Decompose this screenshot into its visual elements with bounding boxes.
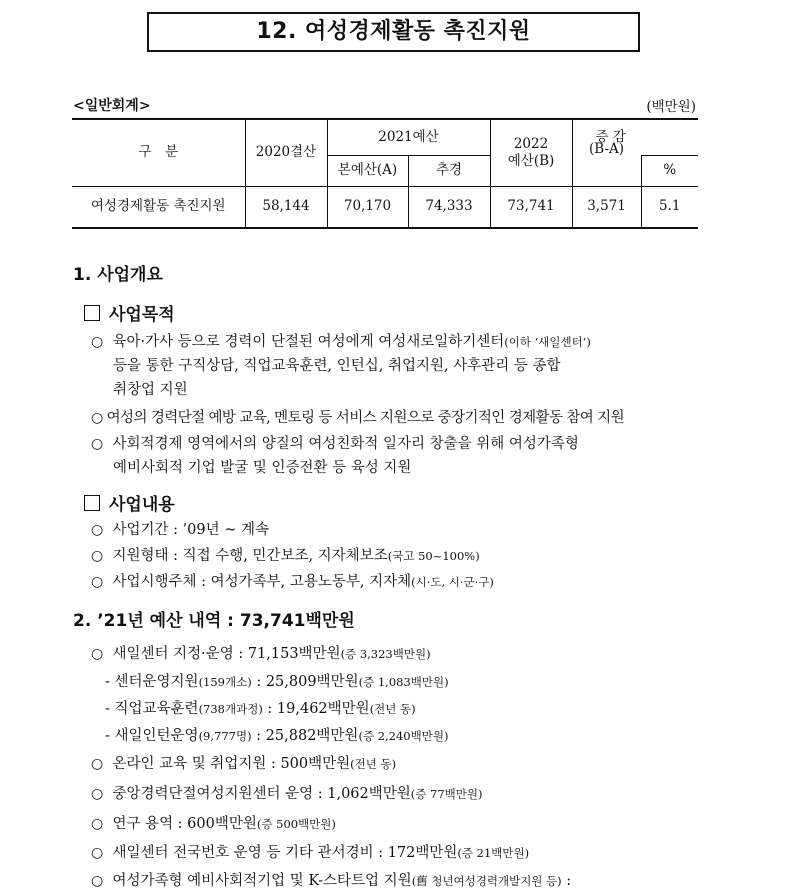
purpose-item-2: ○ 여성의 경력단절 예방 교육, 멘토링 등 서비스 지원으로 중장기적인 경제활동 참여 지원 (91, 410, 624, 426)
cell-2022: 73,741 (490, 186, 572, 228)
circle-bullet-icon: ○ (91, 873, 104, 889)
cell-diff: 3,571 (572, 186, 641, 228)
checkbox-square-icon (84, 495, 100, 511)
budget-table (72, 118, 698, 229)
circle-bullet-icon: ○ (91, 756, 104, 772)
circle-bullet-icon: ○ (91, 522, 104, 538)
cell-2020: 58,144 (245, 186, 327, 228)
header-2022 (490, 119, 572, 186)
content-item-agency: ○ 사업시행주체 : 여성가족부, 고용노동부, 지자체(시·도, 시·군·구) (91, 574, 494, 590)
row-name: 여성경제활동 촉진지원 (72, 186, 245, 228)
header-2022-label: 예산(B) (507, 152, 555, 169)
circle-bullet-icon: ○ (91, 410, 103, 426)
header-diff-formula: (B-A) (572, 155, 641, 186)
circle-bullet-icon: ○ (91, 786, 104, 802)
section2-heading: 2. ’21년 예산 내역 : 73,741백만원 (73, 611, 355, 631)
cell-pct: 5.1 (641, 186, 698, 228)
page-title: 12. 여성경제활동 촉진지원 (147, 12, 640, 52)
section1-heading: 1. 사업개요 (73, 265, 163, 285)
budget-item-hotline: ○ 새일센터 전국번호 운영 등 기타 관서경비 : 172백만원(증 21백만원) (91, 845, 530, 861)
budget-item-social-enterprise: ○ 여성가족형 예비사회적기업 및 K-스타트업 지원(舊 청년여성경력개발지원 등) : (91, 873, 572, 889)
account-label: <일반회계> (73, 98, 151, 114)
budget-subitem-intern: - 새일인턴운영(9,777명) : 25,882백만원(증 2,240백만원) (105, 728, 449, 744)
header-2022-year: 2022 (513, 135, 549, 152)
budget-item-central: ○ 중앙경력단절여성지원센터 운영 : 1,062백만원(증 77백만원) (91, 786, 483, 802)
circle-bullet-icon: ○ (91, 646, 104, 662)
header-2021: 2021예산 (327, 119, 490, 155)
content-heading: 사업내용 (84, 490, 175, 515)
header-main-budget: 본예산(A) (327, 155, 408, 186)
circle-bullet-icon: ○ (91, 574, 104, 590)
circle-bullet-icon: ○ (91, 436, 104, 452)
header-gubun: 구 분 (72, 119, 245, 186)
header-supplementary: 추경 (408, 155, 490, 186)
budget-item-online: ○ 온라인 교육 및 취업지원 : 500백만원(전년 동) (91, 756, 397, 772)
budget-item-research: ○ 연구 용역 : 600백만원(증 500백만원) (91, 816, 336, 832)
circle-bullet-icon: ○ (91, 334, 104, 350)
cell-main-budget: 70,170 (327, 186, 408, 228)
purpose-heading: 사업목적 (84, 300, 175, 325)
purpose-item-1: ○ 육아·가사 등으로 경력이 단절된 여성에게 여성새로일하기센터(이하 ‘새일센터’) 등을 통한 구직상담, 직업교육훈련, 인턴십, 취업지원, 사후관리 등 종합 취창업 지원 (91, 334, 591, 398)
circle-bullet-icon: ○ (91, 548, 104, 564)
content-item-type: ○ 지원형태 : 직접 수행, 민간보조, 지자체보조(국고 50~100%) (91, 548, 480, 564)
header-2020: 2020결산 (245, 119, 327, 186)
budget-subitem-operation: - 센터운영지원(159개소) : 25,809백만원(증 1,083백만원) (105, 674, 449, 690)
budget-item-center: ○ 새일센터 지정·운영 : 71,153백만원(증 3,323백만원) (91, 646, 431, 662)
unit-label: (백만원) (646, 99, 696, 115)
budget-subitem-training: - 직업교육훈련(738개과정) : 19,462백만원(전년 동) (105, 701, 416, 717)
circle-bullet-icon: ○ (91, 816, 104, 832)
purpose-item-3: ○ 사회적경제 영역에서의 양질의 여성친화적 일자리 창출을 위해 여성가족형 예비사회적 기업 발굴 및 인증전환 등 육성 지원 (91, 436, 579, 476)
header-pct: % (641, 155, 698, 186)
cell-supplementary: 74,333 (408, 186, 490, 228)
circle-bullet-icon: ○ (91, 845, 104, 861)
content-item-period: ○ 사업기간 : ’09년 ~ 계속 (91, 522, 270, 538)
header-diff-label: 증 감 (595, 128, 626, 145)
checkbox-square-icon (84, 305, 100, 321)
